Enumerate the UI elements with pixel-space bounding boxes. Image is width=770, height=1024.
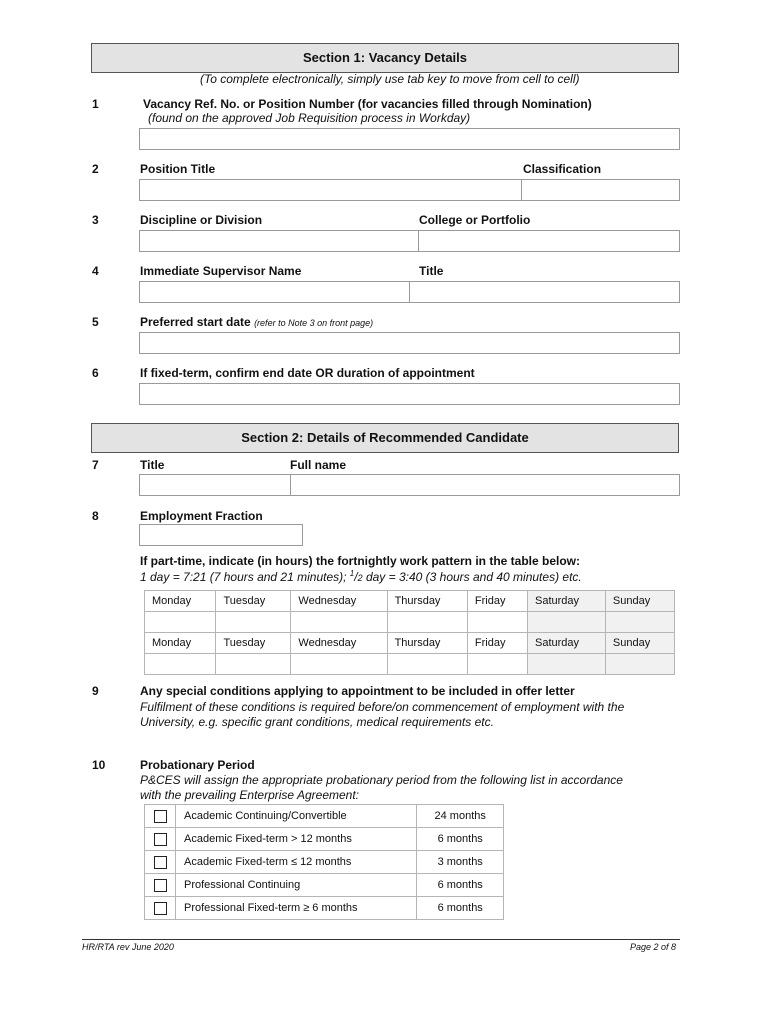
q6-label: If fixed-term, confirm end date OR duration of appointment <box>140 366 475 380</box>
college-field[interactable] <box>418 230 680 252</box>
parttime-note-part-b: day = 3:40 (3 hours and 40 minutes) etc. <box>362 570 582 584</box>
checkbox[interactable] <box>154 833 167 846</box>
q8-number: 8 <box>92 509 99 523</box>
probation-row <box>145 805 504 828</box>
week1-day-header: Thursday <box>387 591 467 612</box>
supervisor-title-field[interactable] <box>409 281 680 303</box>
probation-period: 6 months <box>417 874 504 897</box>
full-name-label: Full name <box>290 458 347 472</box>
week2-day-header: Tuesday <box>216 633 291 654</box>
week1-day-header: Friday <box>467 591 527 612</box>
vacancy-ref-field[interactable] <box>139 128 680 150</box>
probation-row <box>145 874 504 897</box>
employment-fraction-field[interactable] <box>139 524 303 546</box>
q10-note-line2: with the prevailing Enterprise Agreement: <box>140 788 359 802</box>
q6-number: 6 <box>92 366 99 380</box>
week2-hours-cell[interactable] <box>605 654 674 675</box>
q10-label: Probationary Period <box>140 758 255 772</box>
q2-label: Position Title <box>140 162 216 176</box>
week1-day-header: Tuesday <box>216 591 291 612</box>
probation-type: Professional Fixed-term ≥ 6 months <box>176 897 417 920</box>
position-title-field[interactable] <box>139 179 522 201</box>
checkbox[interactable] <box>154 879 167 892</box>
q1-note: (found on the approved Job Requisition process in Workday) <box>148 111 471 125</box>
footer-divider <box>82 939 680 940</box>
week1-day-header: Wednesday <box>291 591 387 612</box>
probation-type: Academic Fixed-term > 12 months <box>176 828 417 851</box>
week1-hours-cell[interactable] <box>387 612 467 633</box>
section-2-header <box>91 423 679 453</box>
fraction-numerator: 1 <box>349 569 355 578</box>
parttime-note-part-a: 1 day = 7:21 (7 hours and 21 minutes); <box>140 570 350 584</box>
week2-hours-row <box>145 654 675 675</box>
q10-note-line1: P&CES will assign the appropriate probationary period from the following list in accordance <box>140 773 623 787</box>
week2-hours-cell[interactable] <box>145 654 216 675</box>
parttime-label: If part-time, indicate (in hours) the fortnightly work pattern in the table below: <box>140 554 581 568</box>
start-date-field[interactable] <box>139 332 680 354</box>
q4-label: Immediate Supervisor Name <box>140 264 302 278</box>
section-1-instruction: (To complete electronically, simply use tab key to move from cell to cell) <box>200 72 580 86</box>
college-label: College or Portfolio <box>419 213 531 227</box>
supervisor-name-field[interactable] <box>139 281 410 303</box>
q8-label: Employment Fraction <box>140 509 263 523</box>
checkbox-cell <box>145 851 176 874</box>
discipline-field[interactable] <box>139 230 419 252</box>
footer-page-number: Page 2 of 8 <box>629 942 676 952</box>
candidate-title-label: Title <box>140 458 165 472</box>
checkbox-cell <box>145 874 176 897</box>
q5-number: 5 <box>92 315 99 329</box>
q1-number: 1 <box>92 97 99 111</box>
q5-label <box>140 315 373 329</box>
q10-number: 10 <box>92 758 106 772</box>
checkbox-cell <box>145 897 176 920</box>
checkbox-cell <box>145 805 176 828</box>
week1-hours-row <box>145 612 675 633</box>
week2-hours-cell[interactable] <box>467 654 527 675</box>
week1-hours-cell[interactable] <box>528 612 606 633</box>
week1-hours-cell[interactable] <box>216 612 291 633</box>
q4-number: 4 <box>92 264 99 278</box>
probation-type: Academic Fixed-term ≤ 12 months <box>176 851 417 874</box>
section-1-header <box>91 43 679 73</box>
classification-field[interactable] <box>521 179 680 201</box>
q3-number: 3 <box>92 213 99 227</box>
probation-period: 3 months <box>417 851 504 874</box>
week2-hours-cell[interactable] <box>291 654 387 675</box>
checkbox-cell <box>145 828 176 851</box>
candidate-title-field[interactable] <box>139 474 291 496</box>
week1-hours-cell[interactable] <box>467 612 527 633</box>
week1-day-header: Sunday <box>605 591 674 612</box>
work-pattern-table <box>144 590 675 675</box>
q5-label-text: Preferred start date <box>140 315 251 329</box>
probation-type: Professional Continuing <box>176 874 417 897</box>
q9-label: Any special conditions applying to appointment to be included in offer letter <box>140 684 575 698</box>
q1-label: Vacancy Ref. No. or Position Number (for vacancies filled through Nomination) <box>143 97 592 111</box>
checkbox[interactable] <box>154 856 167 869</box>
week1-day-row <box>145 591 675 612</box>
q7-number: 7 <box>92 458 99 472</box>
week2-day-header: Wednesday <box>291 633 387 654</box>
week1-day-header: Saturday <box>528 591 606 612</box>
week2-hours-cell[interactable] <box>528 654 606 675</box>
probation-period: 24 months <box>417 805 504 828</box>
fraction-denominator: 2 <box>357 573 363 583</box>
q9-number: 9 <box>92 684 99 698</box>
week2-day-header: Thursday <box>387 633 467 654</box>
full-name-field[interactable] <box>290 474 680 496</box>
parttime-note: 1 day = 7:21 (7 hours and 21 minutes); $^1$/2 day = 3:40 (3 hours and 40 minutes) etc. <box>140 569 582 584</box>
probation-row <box>145 897 504 920</box>
section-1-title: Section 1: Vacancy Details <box>302 50 468 65</box>
week2-day-header: Friday <box>467 633 527 654</box>
week1-hours-cell[interactable] <box>291 612 387 633</box>
week1-hours-cell[interactable] <box>605 612 674 633</box>
probation-table <box>144 804 504 920</box>
checkbox[interactable] <box>154 810 167 823</box>
q9-note-line2: University, e.g. specific grant conditions, medical requirements etc. <box>140 715 494 729</box>
classification-label: Classification <box>523 162 602 176</box>
end-date-field[interactable] <box>139 383 680 405</box>
probation-period: 6 months <box>417 828 504 851</box>
week2-hours-cell[interactable] <box>387 654 467 675</box>
week2-hours-cell[interactable] <box>216 654 291 675</box>
q9-note-line1: Fulfilment of these conditions is required before/on commencement of employment with the <box>140 700 625 714</box>
footer-revision: HR/RTA rev June 2020 <box>82 942 174 952</box>
week1-day-header: Monday <box>145 591 216 612</box>
probation-period: 6 months <box>417 897 504 920</box>
q2-number: 2 <box>92 162 99 176</box>
probation-type: Academic Continuing/Convertible <box>176 805 417 828</box>
week1-hours-cell[interactable] <box>145 612 216 633</box>
week2-day-header: Saturday <box>528 633 606 654</box>
week2-day-header: Monday <box>145 633 216 654</box>
checkbox[interactable] <box>154 902 167 915</box>
supervisor-title-label: Title <box>419 264 444 278</box>
week2-day-row <box>145 633 675 654</box>
probation-row <box>145 828 504 851</box>
q3-label: Discipline or Division <box>140 213 263 227</box>
q5-note: (refer to Note 3 on front page) <box>254 318 374 328</box>
week2-day-header: Sunday <box>605 633 674 654</box>
probation-row <box>145 851 504 874</box>
section-2-title: Section 2: Details of Recommended Candidate <box>241 430 529 445</box>
